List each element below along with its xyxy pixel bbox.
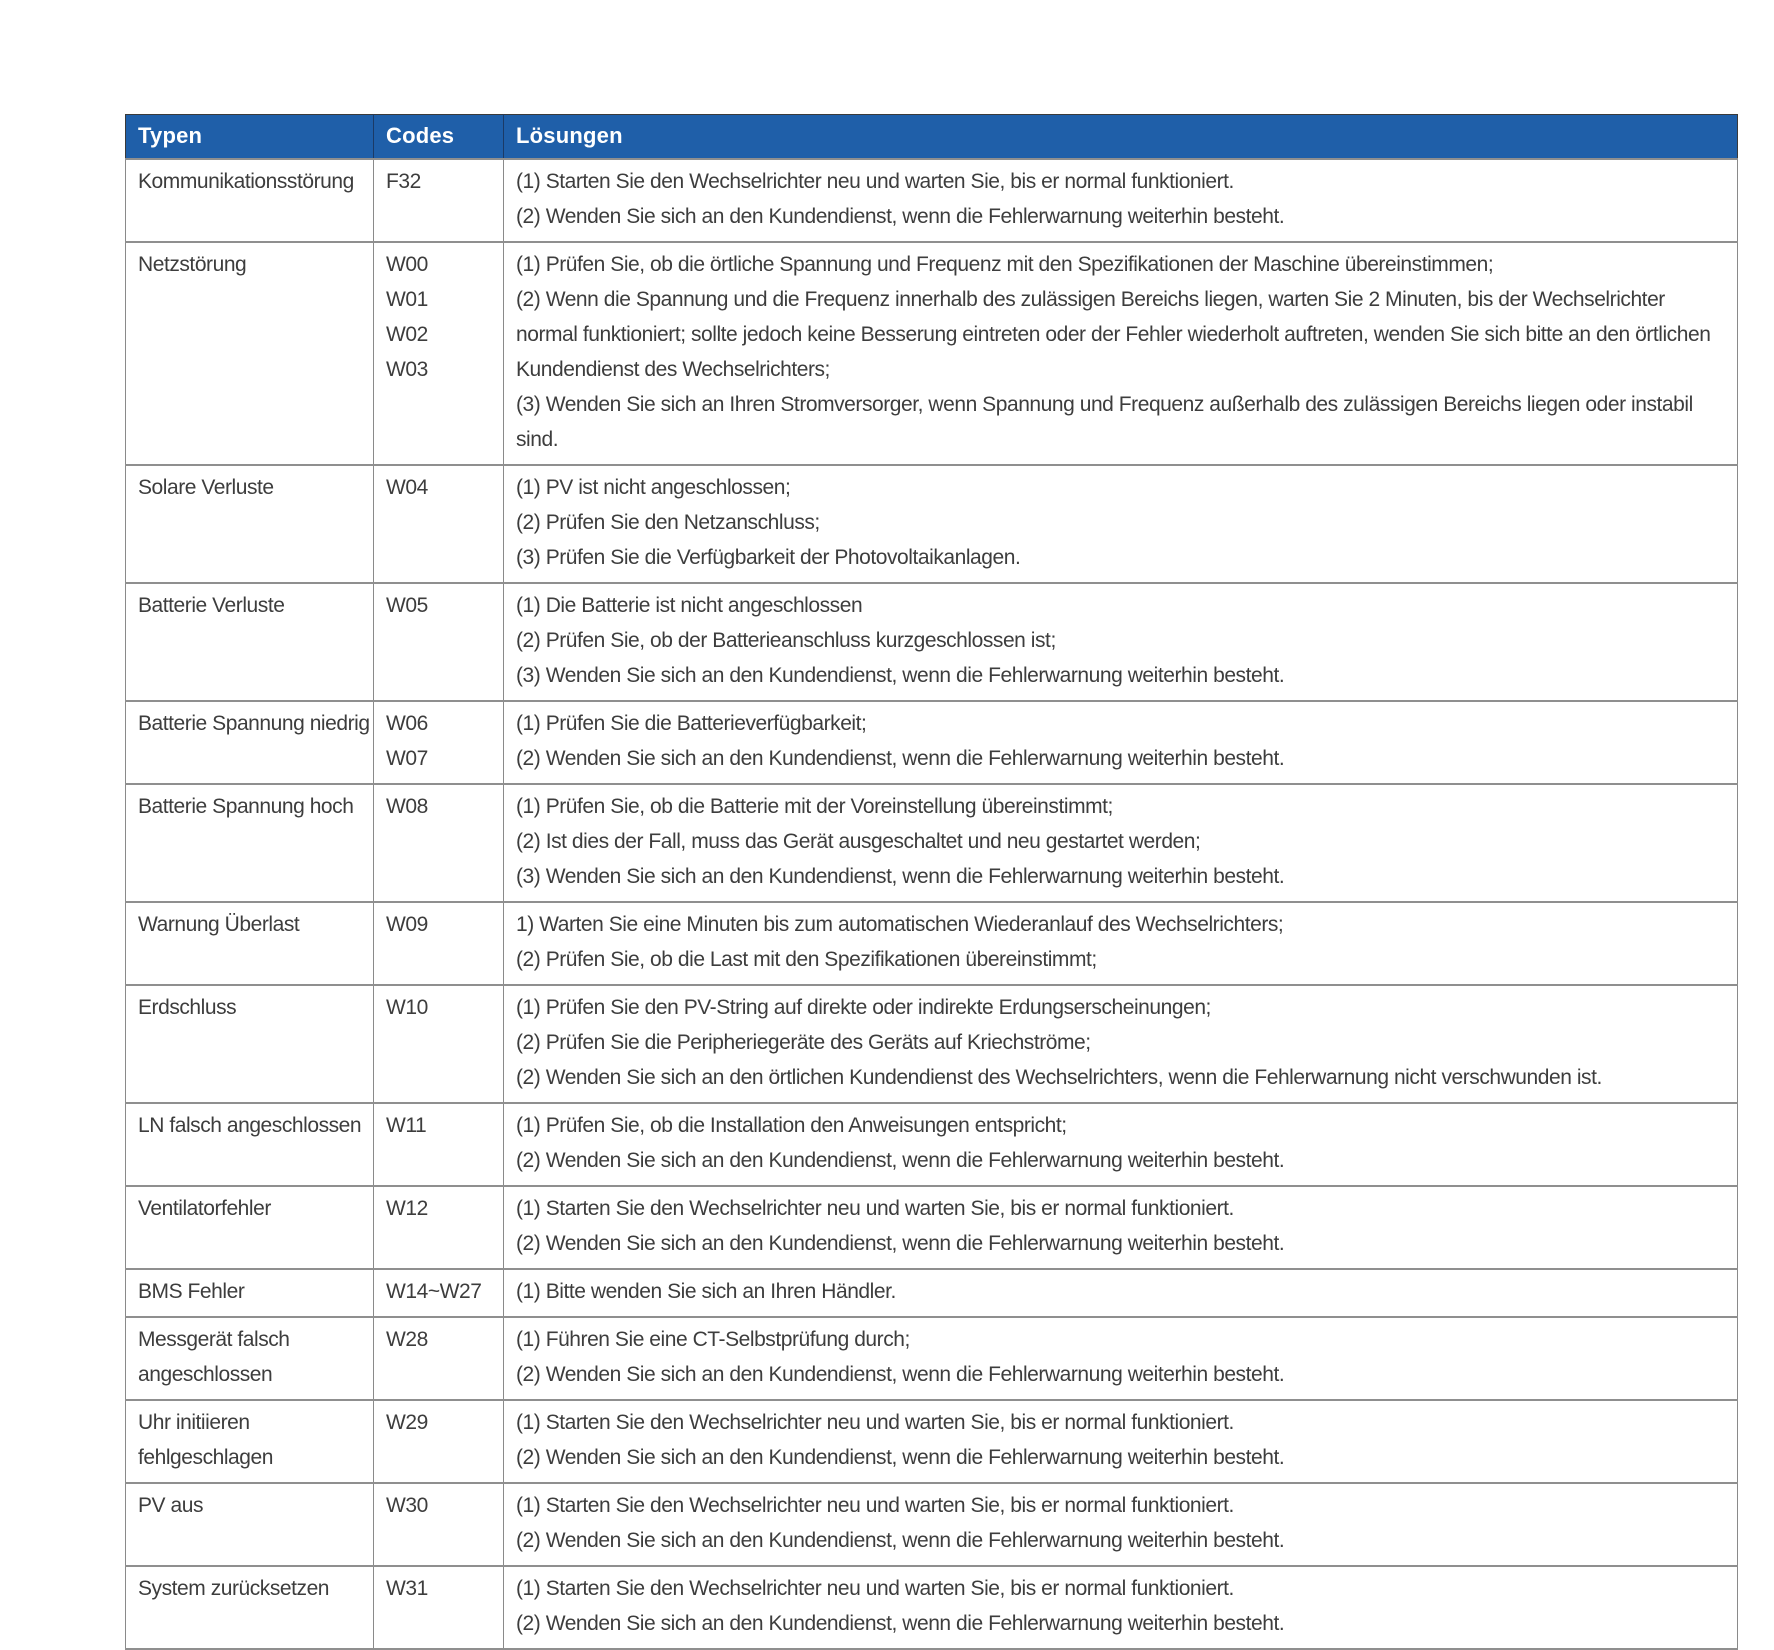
table-row (126, 1103, 1738, 1186)
type-cell-line: Batterie Spannung hoch (138, 795, 354, 818)
table-row (126, 985, 1738, 1103)
solutions-cell-line: (2) Ist dies der Fall, muss das Gerät ausgeschaltet und neu gestartet werden; (516, 830, 1201, 853)
codes-cell-line: W11 (386, 1114, 427, 1137)
type-cell-line: Ventilatorfehler (138, 1197, 271, 1220)
codes-cell (374, 1317, 504, 1400)
type-cell-line: Batterie Spannung niedrig (138, 712, 370, 735)
type-cell-line: Messgerät falsch (138, 1328, 290, 1351)
solutions-cell-line: (2) Prüfen Sie den Netzanschluss; (516, 511, 820, 534)
solutions-cell (504, 902, 1738, 985)
solutions-cell (504, 465, 1738, 583)
solutions-cell-line: (1) Starten Sie den Wechselrichter neu und warten Sie, bis er normal funktioniert. (516, 170, 1234, 193)
solutions-cell-line: (1) Prüfen Sie, ob die Installation den Anweisungen entspricht; (516, 1114, 1067, 1137)
codes-cell (374, 242, 504, 465)
solutions-cell-line: (1) Prüfen Sie, ob die Batterie mit der Voreinstellung übereinstimmt; (516, 795, 1113, 818)
solutions-cell-line: (3) Wenden Sie sich an den Kundendienst, wenn die Fehlerwarnung weiterhin besteht. (516, 865, 1285, 888)
codes-cell-line: W00 (386, 253, 428, 276)
codes-cell (374, 1269, 504, 1317)
column-header-typen: Typen (126, 115, 374, 160)
codes-cell (374, 159, 504, 242)
type-cell-line: Batterie Verluste (138, 594, 285, 617)
solutions-cell-line: (1) Prüfen Sie die Batterieverfügbarkeit; (516, 712, 867, 735)
solutions-cell (504, 1269, 1738, 1317)
table-row (126, 902, 1738, 985)
header-row (126, 115, 1738, 160)
codes-cell-line: W09 (386, 913, 428, 936)
type-cell-line: Uhr initiieren (138, 1411, 250, 1434)
solutions-cell-line: (3) Prüfen Sie die Verfügbarkeit der Photovoltaikanlagen. (516, 546, 1021, 569)
table-row (126, 242, 1738, 465)
codes-cell (374, 1186, 504, 1269)
type-cell (126, 701, 374, 784)
solutions-cell-line: (2) Wenden Sie sich an den Kundendienst, wenn die Fehlerwarnung weiterhin besteht. (516, 205, 1285, 228)
codes-cell-line: W12 (386, 1197, 428, 1220)
type-cell-line: Warnung Überlast (138, 913, 300, 936)
solutions-cell-line: (2) Wenden Sie sich an den Kundendienst, wenn die Fehlerwarnung weiterhin besteht. (516, 1446, 1285, 1469)
codes-cell-line: W30 (386, 1494, 428, 1517)
type-cell (126, 1566, 374, 1649)
table-row (126, 465, 1738, 583)
type-cell (126, 784, 374, 902)
table-row (126, 784, 1738, 902)
solutions-cell-line: (3) Wenden Sie sich an Ihren Stromversorger, wenn Spannung und Frequenz außerhalb des zulässigen Bereichs liegen oder instabil sind. (516, 393, 1693, 451)
type-cell (126, 159, 374, 242)
fault-table-header (126, 115, 1738, 160)
codes-cell (374, 1103, 504, 1186)
type-cell-line: System zurücksetzen (138, 1577, 330, 1600)
solutions-cell-line: (2) Wenden Sie sich an den örtlichen Kundendienst des Wechselrichters, wenn die Fehlerwarnung nicht verschwunden ist. (516, 1066, 1602, 1089)
codes-cell-line: W07 (386, 747, 428, 770)
solutions-cell-line: (2) Prüfen Sie die Peripheriegeräte des Geräts auf Kriechströme; (516, 1031, 1091, 1054)
table-row (126, 1483, 1738, 1566)
codes-cell (374, 784, 504, 902)
codes-cell-line: W05 (386, 594, 428, 617)
codes-cell-line: W03 (386, 358, 428, 381)
codes-cell-line: W28 (386, 1328, 428, 1351)
solutions-cell-line: (1) Prüfen Sie, ob die örtliche Spannung und Frequenz mit den Spezifikationen der Maschine übereinstimmen; (516, 253, 1494, 276)
type-cell (126, 1269, 374, 1317)
type-cell-line: BMS Fehler (138, 1280, 245, 1303)
solutions-cell-line: (2) Wenden Sie sich an den Kundendienst, wenn die Fehlerwarnung weiterhin besteht. (516, 1612, 1285, 1635)
type-cell (126, 583, 374, 701)
type-cell (126, 1483, 374, 1566)
solutions-cell (504, 784, 1738, 902)
solutions-cell (504, 1400, 1738, 1483)
solutions-cell-line: (1) Starten Sie den Wechselrichter neu und warten Sie, bis er normal funktioniert. (516, 1411, 1234, 1434)
codes-cell (374, 1483, 504, 1566)
solutions-cell-line: (1) Die Batterie ist nicht angeschlossen (516, 594, 863, 617)
type-cell (126, 985, 374, 1103)
solutions-cell-line: (2) Wenden Sie sich an den Kundendienst, wenn die Fehlerwarnung weiterhin besteht. (516, 747, 1285, 770)
type-cell-line: Solare Verluste (138, 476, 274, 499)
table-row (126, 159, 1738, 242)
fault-table-body (126, 159, 1738, 1649)
column-header-codes: Codes (374, 115, 504, 160)
solutions-cell (504, 701, 1738, 784)
solutions-cell (504, 1483, 1738, 1566)
codes-cell-line: F32 (386, 170, 421, 193)
codes-cell (374, 465, 504, 583)
type-cell-line: fehlgeschlagen (138, 1446, 273, 1469)
type-cell-line: Erdschluss (138, 996, 237, 1019)
solutions-cell-line: (3) Wenden Sie sich an den Kundendienst, wenn die Fehlerwarnung weiterhin besteht. (516, 664, 1285, 687)
codes-cell-line: W10 (386, 996, 428, 1019)
codes-cell (374, 583, 504, 701)
codes-cell (374, 1566, 504, 1649)
codes-cell-line: W29 (386, 1411, 428, 1434)
codes-cell (374, 985, 504, 1103)
table-row (126, 1317, 1738, 1400)
solutions-cell-line: (1) PV ist nicht angeschlossen; (516, 476, 791, 499)
codes-cell-line: W14~W27 (386, 1280, 482, 1303)
type-cell (126, 242, 374, 465)
type-cell-line: PV aus (138, 1494, 204, 1517)
solutions-cell-line: (1) Bitte wenden Sie sich an Ihren Händler. (516, 1280, 896, 1303)
type-cell (126, 1186, 374, 1269)
fault-code-table (125, 114, 1738, 1650)
solutions-cell-line: (2) Wenn die Spannung und die Frequenz innerhalb des zulässigen Bereichs liegen, warten Sie 2 Minuten, bis der Wechselrichter normal funktioniert; sollte jedoch keine Besserung eintreten oder der Fehler wiederholt auftreten, wenden Sie sich bitte an den örtlichen Kundendienst des Wechselrichters; (516, 288, 1711, 381)
solutions-cell-line: (2) Wenden Sie sich an den Kundendienst, wenn die Fehlerwarnung weiterhin besteht. (516, 1149, 1285, 1172)
solutions-cell-line: (1) Prüfen Sie den PV-String auf direkte oder indirekte Erdungserscheinungen; (516, 996, 1211, 1019)
type-cell (126, 1400, 374, 1483)
table-row (126, 1400, 1738, 1483)
solutions-cell-line: (1) Führen Sie eine CT-Selbstprüfung durch; (516, 1328, 910, 1351)
solutions-cell-line: (2) Wenden Sie sich an den Kundendienst, wenn die Fehlerwarnung weiterhin besteht. (516, 1232, 1285, 1255)
table-row (126, 1186, 1738, 1269)
codes-cell-line: W06 (386, 712, 428, 735)
solutions-cell-line: (1) Starten Sie den Wechselrichter neu und warten Sie, bis er normal funktioniert. (516, 1577, 1234, 1600)
type-cell-line: Netzstörung (138, 253, 247, 276)
table-row (126, 583, 1738, 701)
codes-cell-line: W01 (386, 288, 428, 311)
solutions-cell (504, 985, 1738, 1103)
codes-cell (374, 902, 504, 985)
table-row (126, 701, 1738, 784)
solutions-cell-line: 1) Warten Sie eine Minuten bis zum automatischen Wiederanlauf des Wechselrichters; (516, 913, 1284, 936)
type-cell (126, 1317, 374, 1400)
solutions-cell (504, 1186, 1738, 1269)
solutions-cell-line: (2) Prüfen Sie, ob die Last mit den Spezifikationen übereinstimmt; (516, 948, 1097, 971)
table-row (126, 1269, 1738, 1317)
codes-cell (374, 701, 504, 784)
table-row (126, 1566, 1738, 1649)
codes-cell-line: W02 (386, 323, 428, 346)
type-cell (126, 1103, 374, 1186)
codes-cell-line: W31 (386, 1577, 428, 1600)
solutions-cell-line: (2) Prüfen Sie, ob der Batterieanschluss kurzgeschlossen ist; (516, 629, 1056, 652)
solutions-cell (504, 159, 1738, 242)
codes-cell-line: W08 (386, 795, 428, 818)
solutions-cell (504, 1103, 1738, 1186)
solutions-cell-line: (1) Starten Sie den Wechselrichter neu und warten Sie, bis er normal funktioniert. (516, 1197, 1234, 1220)
type-cell-line: Kommunikationsstörung (138, 170, 354, 193)
type-cell (126, 902, 374, 985)
type-cell-line: angeschlossen (138, 1363, 273, 1386)
codes-cell-line: W04 (386, 476, 428, 499)
column-header-loesungen: Lösungen (504, 115, 1738, 160)
solutions-cell-line: (2) Wenden Sie sich an den Kundendienst, wenn die Fehlerwarnung weiterhin besteht. (516, 1529, 1285, 1552)
type-cell-line: LN falsch angeschlossen (138, 1114, 362, 1137)
solutions-cell (504, 583, 1738, 701)
solutions-cell (504, 242, 1738, 465)
solutions-cell (504, 1317, 1738, 1400)
solutions-cell-line: (1) Starten Sie den Wechselrichter neu und warten Sie, bis er normal funktioniert. (516, 1494, 1234, 1517)
solutions-cell (504, 1566, 1738, 1649)
type-cell (126, 465, 374, 583)
codes-cell (374, 1400, 504, 1483)
solutions-cell-line: (2) Wenden Sie sich an den Kundendienst, wenn die Fehlerwarnung weiterhin besteht. (516, 1363, 1285, 1386)
